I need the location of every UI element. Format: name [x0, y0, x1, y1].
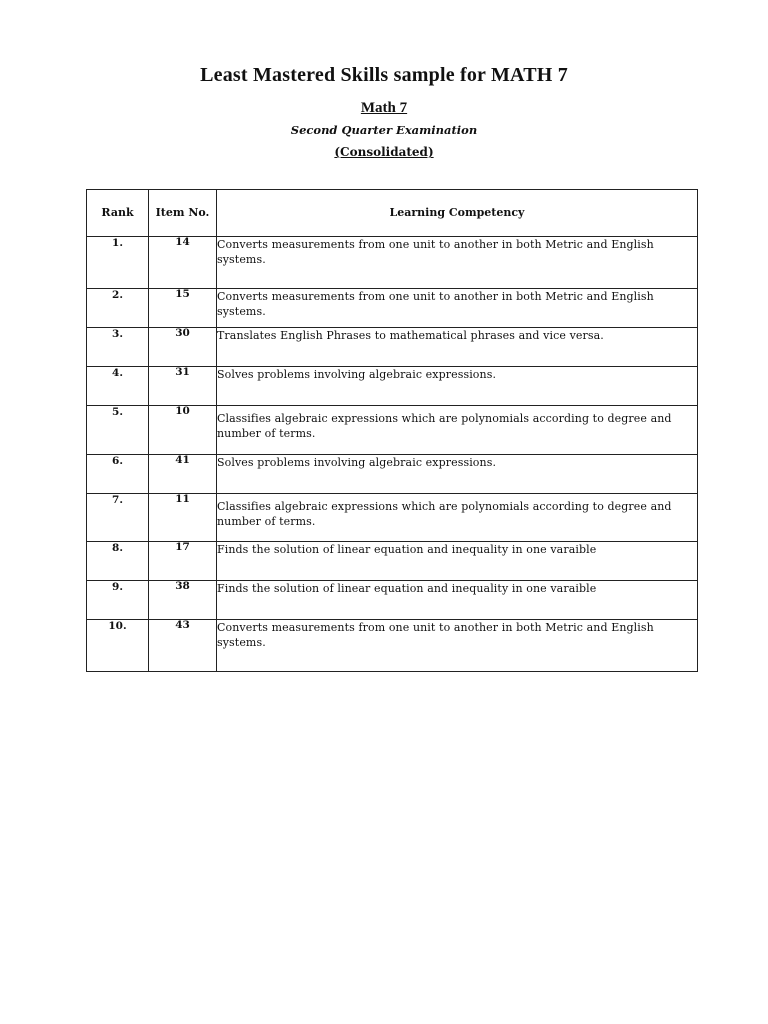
competency-cell: Classifies algebraic expressions which are polynomials according to degree and number of terms.: [217, 494, 698, 542]
table-row: [87, 289, 698, 328]
competency-cell: Converts measurements from one unit to another in both Metric and English systems.: [217, 620, 698, 672]
rank-cell: 9.: [87, 581, 149, 620]
rank-cell: 2.: [87, 289, 149, 328]
item-number-cell: 17: [149, 542, 217, 581]
table-row: [87, 455, 698, 494]
competency-cell: Converts measurements from one unit to another in both Metric and English systems.: [217, 237, 698, 289]
item-number-cell: 10: [149, 406, 217, 455]
subject-heading: Math 7: [360, 100, 408, 116]
competency-cell: Finds the solution of linear equation and inequality in one varaible: [217, 581, 698, 620]
item-number-cell: 41: [149, 455, 217, 494]
rank-header: Rank: [87, 190, 149, 237]
item-number-cell: 14: [149, 237, 217, 289]
examination-subtitle: Second Quarter Examination: [290, 123, 478, 137]
rank-cell: 5.: [87, 406, 149, 455]
item-number-cell: 30: [149, 328, 217, 367]
item-number-cell: 11: [149, 494, 217, 542]
competency-cell: Solves problems involving algebraic expressions.: [217, 455, 698, 494]
rank-cell: 3.: [87, 328, 149, 367]
rank-cell: 4.: [87, 367, 149, 406]
competency-cell: Classifies algebraic expressions which are polynomials according to degree and number of terms.: [217, 406, 698, 455]
table-header-row: [87, 190, 698, 237]
competency-cell: Translates English Phrases to mathematical phrases and vice versa.: [217, 328, 698, 367]
table-row: [87, 406, 698, 455]
item-number-cell: 15: [149, 289, 217, 328]
table-row: [87, 328, 698, 367]
least-mastered-skills-table: [86, 189, 698, 672]
table-row: [87, 581, 698, 620]
consolidated-label: (Consolidated): [334, 145, 434, 159]
rank-cell: 7.: [87, 494, 149, 542]
table-row: [87, 542, 698, 581]
item-number-cell: 43: [149, 620, 217, 672]
item-number-cell: 38: [149, 581, 217, 620]
table-row: [87, 620, 698, 672]
table-row: [87, 367, 698, 406]
item-number-cell: 31: [149, 367, 217, 406]
table-row: [87, 494, 698, 542]
document-title: Least Mastered Skills sample for MATH 7: [200, 64, 568, 86]
rank-cell: 1.: [87, 237, 149, 289]
competency-cell: Finds the solution of linear equation and inequality in one varaible: [217, 542, 698, 581]
competency-cell: Converts measurements from one unit to another in both Metric and English systems.: [217, 289, 698, 328]
table-row: [87, 237, 698, 289]
competency-cell: Solves problems involving algebraic expressions.: [217, 367, 698, 406]
learning-competency-header: Learning Competency: [217, 190, 698, 237]
rank-cell: 6.: [87, 455, 149, 494]
item-no-header: Item No.: [149, 190, 217, 237]
rank-cell: 10.: [87, 620, 149, 672]
rank-cell: 8.: [87, 542, 149, 581]
